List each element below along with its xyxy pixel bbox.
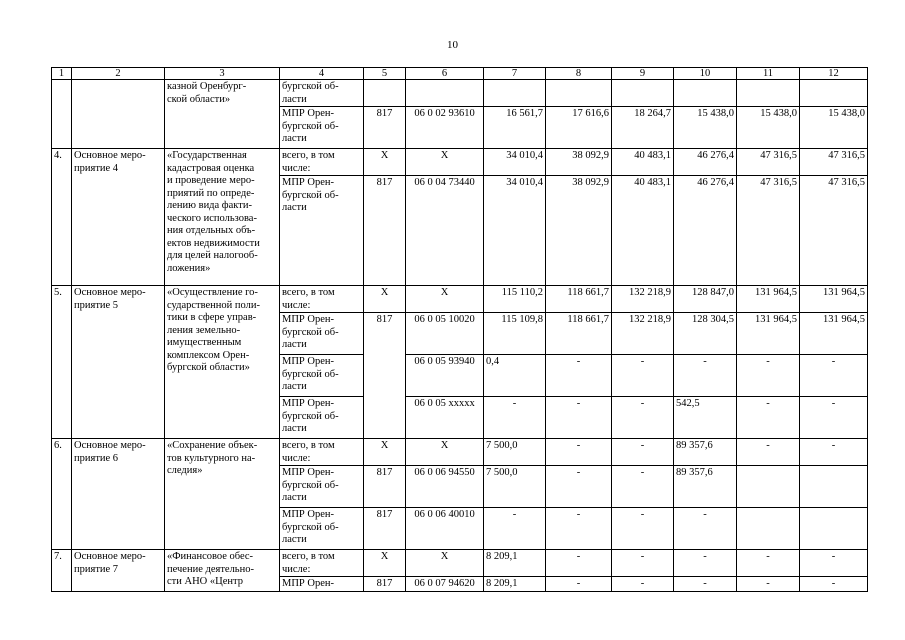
cell-value: - — [612, 397, 674, 439]
cell-code: Х — [406, 550, 484, 577]
cell-value: 131 964,5 — [737, 313, 800, 355]
column-header: 12 — [800, 68, 868, 80]
cell-number: 4. — [52, 149, 72, 286]
column-header: 8 — [546, 68, 612, 80]
cell-value: 38 092,9 — [546, 176, 612, 286]
cell-value: 89 357,6 — [674, 439, 737, 466]
cell-value: - — [737, 550, 800, 577]
cell-value: - — [800, 355, 868, 397]
cell-grbs: 817 — [364, 466, 406, 508]
cell-value: 15 438,0 — [800, 107, 868, 149]
cell-value: 131 964,5 — [737, 286, 800, 313]
cell-value: - — [546, 397, 612, 439]
cell-value: 7 500,0 — [484, 466, 546, 508]
cell-executor: МПР Орен- бургской об- ласти — [280, 355, 364, 397]
cell-value: 128 304,5 — [674, 313, 737, 355]
cell-code: 06 0 06 94550 — [406, 466, 484, 508]
cell-value: 132 218,9 — [612, 313, 674, 355]
cell-grbs: 817 — [364, 176, 406, 286]
cell-value — [737, 508, 800, 550]
cell-executor: бургской об- ласти — [280, 80, 364, 107]
cell-value: - — [612, 508, 674, 550]
cell-executor: всего, в том числе: — [280, 550, 364, 577]
column-header: 4 — [280, 68, 364, 80]
cell-value — [674, 80, 737, 107]
cell-grbs: 817 — [364, 107, 406, 149]
cell-value: - — [737, 439, 800, 466]
cell-value: - — [737, 577, 800, 592]
cell-grbs: Х — [364, 439, 406, 466]
cell-executor: МПР Орен- бургской об- ласти — [280, 466, 364, 508]
cell-value: 118 661,7 — [546, 286, 612, 313]
cell-number: 7. — [52, 550, 72, 592]
cell-grbs — [364, 80, 406, 107]
cell-value: - — [546, 439, 612, 466]
cell-value: 15 438,0 — [674, 107, 737, 149]
column-header: 2 — [72, 68, 165, 80]
cell-executor: всего, в том числе: — [280, 149, 364, 176]
cell-program-name: Основное меро- приятие 6 — [72, 439, 165, 550]
cell-value: 47 316,5 — [737, 149, 800, 176]
cell-value: - — [484, 397, 546, 439]
cell-value: 46 276,4 — [674, 176, 737, 286]
cell-number: 6. — [52, 439, 72, 550]
cell-value: - — [546, 466, 612, 508]
cell-executor: МПР Орен- бургской об- ласти — [280, 107, 364, 149]
cell-code: 06 0 05 10020 — [406, 313, 484, 355]
cell-grbs: Х — [364, 286, 406, 313]
cell-executor: МПР Орен- — [280, 577, 364, 592]
cell-value: - — [612, 577, 674, 592]
cell-value — [484, 80, 546, 107]
table-row — [52, 149, 868, 176]
cell-value — [800, 508, 868, 550]
cell-value: 131 964,5 — [800, 286, 868, 313]
cell-value: 7 500,0 — [484, 439, 546, 466]
cell-grbs: 817 — [364, 508, 406, 550]
column-header: 3 — [165, 68, 280, 80]
cell-executor: МПР Орен- бургской об- ласти — [280, 313, 364, 355]
cell-value: - — [484, 508, 546, 550]
cell-value: - — [546, 508, 612, 550]
table-row — [52, 80, 868, 107]
cell-grbs: Х — [364, 550, 406, 577]
cell-code: 06 0 05 xxxxx — [406, 397, 484, 439]
cell-value — [546, 80, 612, 107]
cell-value: - — [612, 466, 674, 508]
cell-description: «Государственная кадастровая оценка и проведение меро- приятий по опреде- лению вида факти- ческого использова- ния отдельных объ- ектов недвижимости для целей налогооб- ложения» — [165, 149, 280, 286]
page-number: 10 — [447, 39, 458, 51]
cell-value: 46 276,4 — [674, 149, 737, 176]
cell-grbs: 817 — [364, 577, 406, 592]
cell-value: - — [674, 577, 737, 592]
cell-value: - — [546, 355, 612, 397]
cell-value: 128 847,0 — [674, 286, 737, 313]
table-row — [52, 439, 868, 466]
cell-value: 47 316,5 — [737, 176, 800, 286]
cell-value: - — [612, 550, 674, 577]
cell-value: - — [737, 397, 800, 439]
cell-value: 47 316,5 — [800, 176, 868, 286]
cell-value: 34 010,4 — [484, 176, 546, 286]
cell-executor: МПР Орен- бургской об- ласти — [280, 397, 364, 439]
cell-value: 47 316,5 — [800, 149, 868, 176]
cell-description: «Финансовое обес- печение деятельно- сти АНО «Центр — [165, 550, 280, 592]
cell-code: 06 0 07 94620 — [406, 577, 484, 592]
cell-value: 18 264,7 — [612, 107, 674, 149]
column-header: 9 — [612, 68, 674, 80]
cell-value: 131 964,5 — [800, 313, 868, 355]
cell-value: 16 561,7 — [484, 107, 546, 149]
cell-value: - — [674, 355, 737, 397]
table-row — [52, 550, 868, 577]
cell-value: - — [546, 577, 612, 592]
cell-value: 115 110,2 — [484, 286, 546, 313]
cell-value: 17 616,6 — [546, 107, 612, 149]
cell-description: «Сохранение объек- тов культурного на- следия» — [165, 439, 280, 550]
cell-program-name: Основное меро- приятие 5 — [72, 286, 165, 439]
cell-value: - — [800, 439, 868, 466]
cell-value: - — [612, 355, 674, 397]
cell-executor: всего, в том числе: — [280, 286, 364, 313]
cell-description: «Осуществление го- сударственной поли- тики в сфере управ- ления земельно- имущественным комплексом Орен- бургской области» — [165, 286, 280, 439]
cell-executor: МПР Орен- бургской об- ласти — [280, 176, 364, 286]
cell-program-name: Основное меро- приятие 4 — [72, 149, 165, 286]
cell-value — [800, 466, 868, 508]
cell-value — [612, 80, 674, 107]
cell-value: - — [674, 550, 737, 577]
cell-value: 15 438,0 — [737, 107, 800, 149]
cell-value: 8 209,1 — [484, 550, 546, 577]
cell-code — [406, 80, 484, 107]
cell-value: 34 010,4 — [484, 149, 546, 176]
column-header: 11 — [737, 68, 800, 80]
cell-value: - — [546, 550, 612, 577]
cell-value: 40 483,1 — [612, 176, 674, 286]
cell-value: - — [612, 439, 674, 466]
cell-code: 06 0 02 93610 — [406, 107, 484, 149]
cell-value: - — [737, 355, 800, 397]
cell-grbs: Х — [364, 149, 406, 176]
cell-value: 38 092,9 — [546, 149, 612, 176]
table-row — [52, 286, 868, 313]
cell-value — [737, 80, 800, 107]
cell-value: 118 661,7 — [546, 313, 612, 355]
cell-value: 89 357,6 — [674, 466, 737, 508]
column-header: 6 — [406, 68, 484, 80]
column-header: 10 — [674, 68, 737, 80]
cell-value: - — [800, 397, 868, 439]
cell-code: 06 0 04 73440 — [406, 176, 484, 286]
cell-program-name — [72, 80, 165, 149]
column-header: 7 — [484, 68, 546, 80]
cell-executor: МПР Орен- бургской об- ласти — [280, 508, 364, 550]
cell-value: - — [800, 550, 868, 577]
budget-table — [51, 67, 868, 592]
cell-code: Х — [406, 439, 484, 466]
cell-grbs: 817 — [364, 313, 406, 439]
cell-value: - — [674, 508, 737, 550]
cell-value: 8 209,1 — [484, 577, 546, 592]
cell-code: Х — [406, 149, 484, 176]
cell-value — [800, 80, 868, 107]
column-header: 1 — [52, 68, 72, 80]
cell-value: 0,4 — [484, 355, 546, 397]
cell-value: 132 218,9 — [612, 286, 674, 313]
cell-description: казной Оренбург- ской области» — [165, 80, 280, 149]
cell-value — [737, 466, 800, 508]
cell-executor: всего, в том числе: — [280, 439, 364, 466]
cell-value: 115 109,8 — [484, 313, 546, 355]
cell-value: 40 483,1 — [612, 149, 674, 176]
column-header: 5 — [364, 68, 406, 80]
column-number-row — [52, 68, 868, 80]
cell-code: 06 0 05 93940 — [406, 355, 484, 397]
cell-code: 06 0 06 40010 — [406, 508, 484, 550]
cell-value: - — [800, 577, 868, 592]
cell-program-name: Основное меро- приятие 7 — [72, 550, 165, 592]
cell-value: 542,5 — [674, 397, 737, 439]
cell-number: 5. — [52, 286, 72, 439]
cell-code: Х — [406, 286, 484, 313]
cell-number — [52, 80, 72, 149]
